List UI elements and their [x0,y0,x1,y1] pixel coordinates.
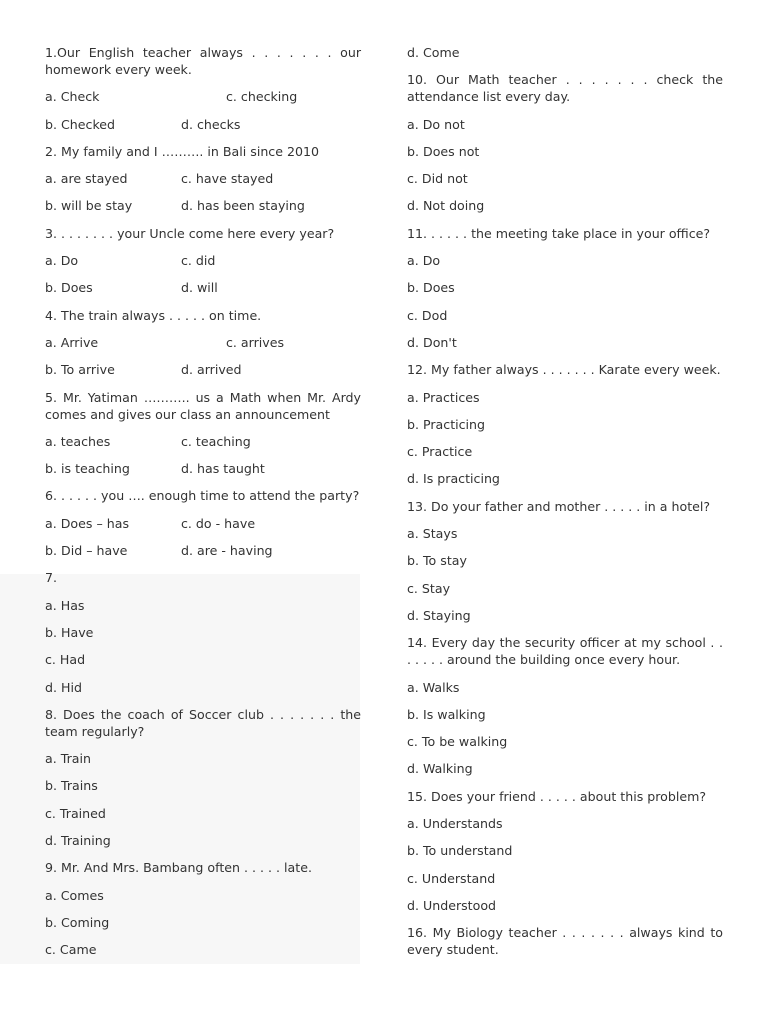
answer-option-row [45,197,361,214]
answer-option: a. Has [45,597,85,613]
answer-option: b. Does [45,280,93,296]
answer-option: a. teaches [45,433,111,449]
answer-option: b. Did – have [45,543,128,559]
answer-option: b. Trains [45,778,98,794]
question-text: 5. Mr. Yatiman ……….. us a Math when Mr. Ardy comes and gives our class an announcement [45,389,361,422]
answer-option: d. has taught [181,461,265,477]
answer-option: c. Trained [45,805,106,821]
question-text: 7. [45,570,58,586]
answer-option-row [45,88,361,105]
answer-option: c. checking [226,89,298,105]
answer-option: b. Is walking [407,706,486,722]
answer-option: a. Comes [45,887,104,903]
answer-option: b. Does [407,280,455,296]
question-text: 2. My family and I ………. in Bali since 2010 [45,143,320,159]
question-text: 14. Every day the security officer at my school . . . . . . . around the building once every hour. [407,635,723,668]
question-text: 6. . . . . . you …. enough time to attend the party? [45,488,360,504]
answer-option: d. arrived [181,362,242,378]
answer-option: a. are stayed [45,171,128,187]
answer-option: c. Dod [407,307,448,323]
answer-option: d. Staying [407,607,471,623]
answer-option-row [45,433,361,450]
answer-option: a. Stays [407,526,458,542]
answer-option: c. did [181,253,216,269]
question-text: 1.Our English teacher always . . . . . . . our homework every week. [45,45,361,77]
answer-option: a. Train [45,751,91,767]
answer-option: c. Did not [407,171,468,187]
answer-option-row [45,515,361,532]
answer-option-row [45,252,361,269]
answer-option: c. Understand [407,870,496,886]
answer-option: d. has been staying [181,198,305,214]
question-text: 11. . . . . . the meeting take place in your office? [407,225,711,241]
answer-option: c. teaching [181,433,251,449]
answer-option: d. Understood [407,897,497,913]
answer-option: a. Does – has [45,515,129,531]
answer-option: d. Don't [407,334,457,350]
answer-option: d. are - having [181,543,273,559]
answer-option: a. Arrive [45,334,99,350]
answer-option: d. Is practicing [407,471,500,487]
answer-option: b. is teaching [45,461,130,477]
left-column [45,44,361,969]
answer-option: d. will [181,280,218,296]
answer-option: c. have stayed [181,171,274,187]
question-text: 16. My Biology teacher . . . . . . . always kind to every student. [407,925,723,958]
answer-option: b. Does not [407,143,480,159]
answer-option-row [45,279,361,296]
answer-option: a. Do [407,253,441,269]
answer-option: c. To be walking [407,734,508,750]
answer-option-row [45,361,361,378]
answer-option: c. Came [45,942,97,958]
answer-option: b. To stay [407,553,467,569]
question-text: 8. Does the coach of Soccer club . . . . . . . the team regularly? [45,706,361,739]
answer-option: c. do - have [181,515,256,531]
answer-option: a. Understands [407,816,503,832]
answer-option: c. Practice [407,444,473,460]
answer-option: c. Had [45,652,86,668]
answer-option: d. Come [407,45,460,60]
answer-option: d. Not doing [407,198,485,214]
answer-option: d. Hid [45,679,82,695]
answer-option: d. checks [181,116,241,132]
answer-option: b. Have [45,624,94,640]
answer-option-row [45,542,361,559]
answer-option-row [45,116,361,133]
answer-option: b. To arrive [45,362,115,378]
answer-option: d. Training [45,833,111,849]
answer-option: a. Walks [407,679,460,695]
answer-option: a. Check [45,89,100,105]
answer-option: d. Walking [407,761,473,777]
answer-option: b. Practicing [407,416,486,432]
answer-option: a. Practices [407,389,480,405]
question-text: 10. Our Math teacher . . . . . . . check the attendance list every day. [407,72,723,105]
answer-option: b. will be stay [45,198,133,214]
answer-option: a. Do [45,253,79,269]
answer-option-row [45,460,361,477]
question-text: 13. Do your father and mother . . . . . in a hotel? [407,498,711,514]
question-text: 12. My father always . . . . . . . Karate every week. [407,362,721,378]
question-text: 9. Mr. And Mrs. Bambang often . . . . . late. [45,860,312,876]
answer-option: c. arrives [226,334,285,350]
question-text: 3. . . . . . . . your Uncle come here every year? [45,225,335,241]
answer-option: b. Coming [45,914,110,930]
right-column [407,44,723,969]
answer-option: c. Stay [407,580,451,596]
answer-option-row [45,334,361,351]
answer-option: b. To understand [407,843,513,859]
answer-option: a. Do not [407,116,465,132]
answer-option-row [45,170,361,187]
question-text: 4. The train always . . . . . on time. [45,307,262,323]
answer-option: b. Checked [45,116,116,132]
question-text: 15. Does your friend . . . . . about this problem? [407,788,707,804]
